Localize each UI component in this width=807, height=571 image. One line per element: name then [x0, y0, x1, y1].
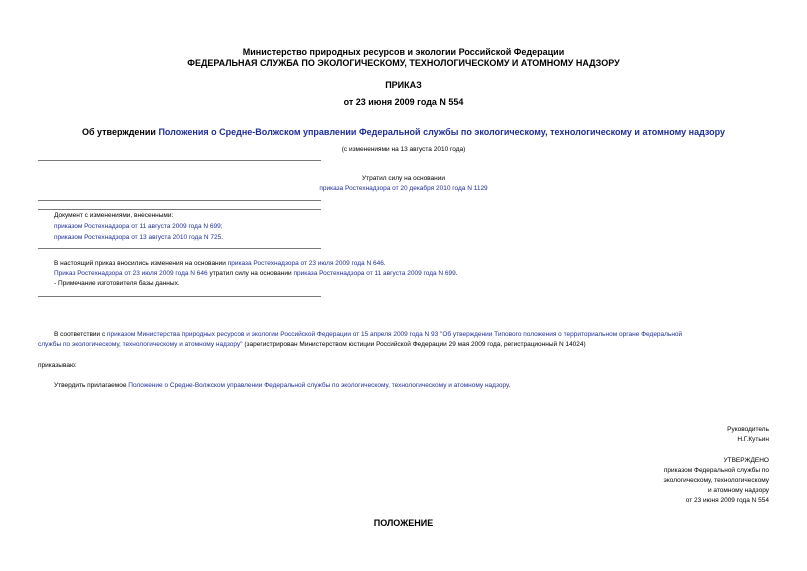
ministry-order-link[interactable]: приказом Министерства природных ресурсов и экологии Российской Федерации от 15 апреля 2009 года N 93 "Об утверждении Типового положения о территориальном органе Федеральной: [107, 331, 683, 338]
changes-heading: Документ с изменениями, внесенными:: [54, 212, 174, 219]
signature-position: Руководитель: [727, 426, 769, 433]
document-type: ПРИКАЗ: [385, 80, 422, 90]
document-title: [0, 127, 807, 137]
ministry-name: Министерство природных ресурсов и экологии Российской Федерации: [242, 47, 565, 57]
service-name: ФЕДЕРАЛЬНАЯ СЛУЖБА ПО ЭКОЛОГИЧЕСКОМУ, ТЕХНОЛОГИЧЕСКОМУ И АТОМНОМУ НАДЗОРУ: [187, 58, 620, 68]
approved-label: УТВЕРЖДЕНО: [723, 457, 769, 464]
edition-note: (с изменениями на 13 августа 2010 года): [341, 146, 466, 153]
changes-link-1[interactable]: приказом Ростехнадзора от 11 августа 2009 года N 699;: [54, 223, 223, 230]
title-link[interactable]: Положения о Средне-Волжском управлении Федеральной службы по экологическому, технологическому и атомному надзору: [158, 127, 726, 137]
approved-line: приказом Федеральной службы по: [663, 467, 769, 474]
approve-paragraph: Утвердить прилагаемое Положение о Средне-Волжском управлении Федеральной службы по экологическому, технологическому и атомному надзору.: [54, 382, 511, 389]
note-line-1: В настоящий приказ вносились изменения на основании приказа Ростехнадзора от 23 июля 2009 года N 646.: [54, 260, 386, 267]
note-link-699[interactable]: приказа Ростехнадзора от 11 августа 2009 года N 699: [293, 270, 456, 277]
note-line-3: - Примечание изготовителя базы данных.: [54, 280, 180, 287]
order-word: приказываю:: [38, 362, 77, 369]
changes-link-2[interactable]: приказом Ростехнадзора от 13 августа 2010 года N 725.: [54, 234, 223, 241]
note-link-646[interactable]: приказа Ростехнадзора от 23 июля 2009 года N 646: [227, 260, 384, 267]
divider: [38, 296, 321, 297]
divider: [38, 209, 321, 210]
regulation-link[interactable]: Положение о Средне-Волжском управлении Федеральной службы по экологическому, технологическому и атомному надзору: [128, 382, 509, 389]
signature-name: Н.Г.Кутьин: [737, 436, 769, 443]
divider: [38, 248, 321, 249]
section-title: ПОЛОЖЕНИЕ: [373, 518, 434, 528]
lost-force-link[interactable]: приказа Ростехнадзора от 20 декабря 2010 года N 1129: [319, 185, 488, 192]
note-link-646-order[interactable]: Приказ Ростехнадзора от 23 июля 2009 года N 646: [54, 270, 208, 277]
lost-force-text: Утратил силу на основании: [361, 175, 446, 182]
note-line-2: Приказ Ростехнадзора от 23 июля 2009 года N 646 утратил силу на основании приказа Ростехнадзора от 11 августа 2009 года N 699.: [54, 270, 458, 277]
divider: [38, 200, 321, 201]
approved-line: и атомному надзору: [707, 487, 769, 494]
document-date: от 23 июня 2009 года N 554: [343, 97, 464, 107]
approved-date: от 23 июня 2009 года N 554: [685, 497, 769, 504]
preamble-line-2: службы по экологическому, технологическому и атомному надзору" (зарегистрирован Министерством юстиции Российской Федерации 29 мая 2009 года, регистрационный N 14024): [38, 341, 586, 348]
approved-line: экологическому, технологическому: [663, 477, 769, 484]
divider: [38, 160, 321, 161]
ministry-order-link-cont[interactable]: службы по экологическому, технологическому и атомному надзору": [38, 341, 243, 348]
title-prefix: Об утверждении: [81, 127, 159, 137]
preamble-line-1: В соответствии с приказом Министерства природных ресурсов и экологии Российской Федерации от 15 апреля 2009 года N 93 "Об утверждении Типового положения о территориальном органе Федеральной: [54, 331, 683, 338]
